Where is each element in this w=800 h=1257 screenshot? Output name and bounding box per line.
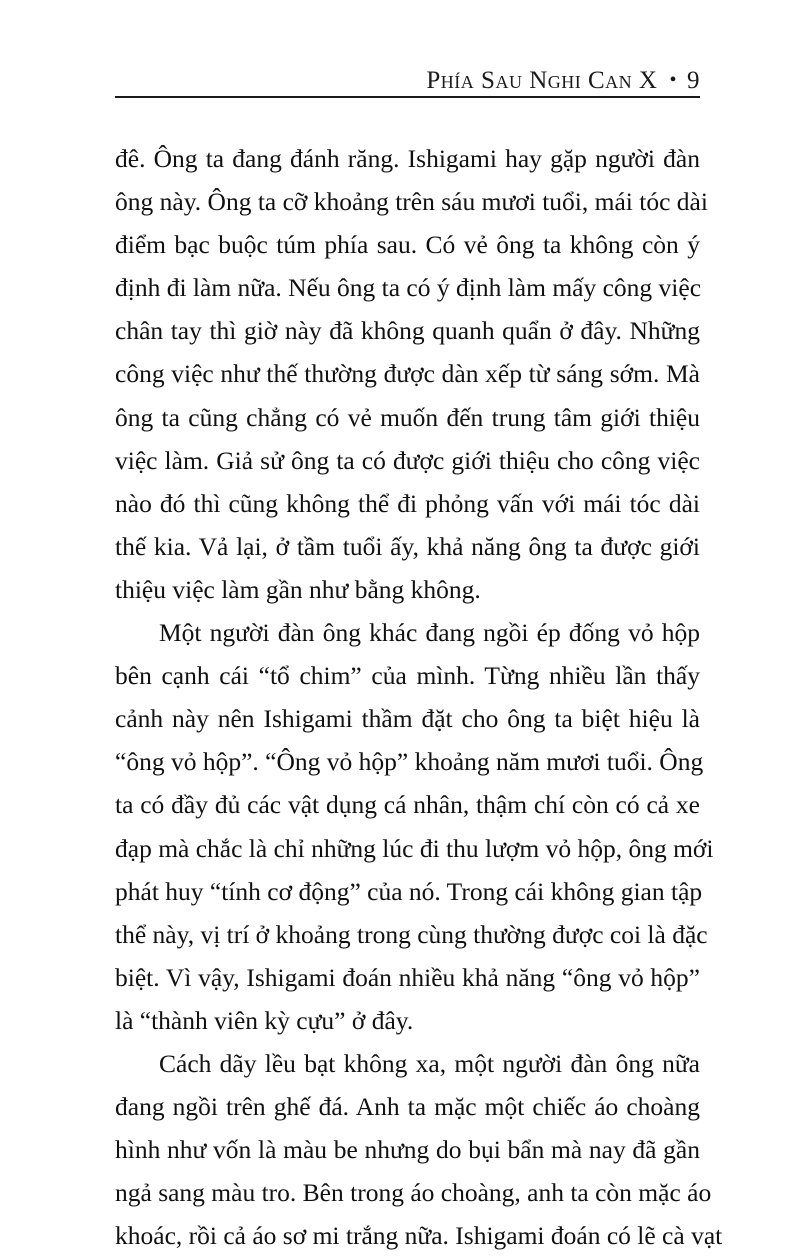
text-line: điểm bạc buộc túm phía sau. Có vẻ ông ta không còn ý <box>115 230 700 260</box>
text-line: nào đó thì cũng không thể đi phỏng vấn với mái tóc dài <box>115 488 700 518</box>
text-line: ông này. Ông ta cỡ khoảng trên sáu mươi tuổi, mái tóc dài <box>115 187 708 217</box>
book-title: Phía Sau Nghi Can X <box>426 67 658 94</box>
text-line: thể này, vị trí ở khoảng trong cùng thường được coi là đặc <box>115 919 708 949</box>
text-line: ta có đầy đủ các vật dụng cá nhân, thậm chí còn có cả xe <box>115 790 700 820</box>
text-line: ngả sang màu tro. Bên trong áo choàng, anh ta còn mặc áo <box>115 1178 712 1208</box>
text-line: ông ta cũng chẳng có vẻ muốn đến trung tâm giới thiệu <box>115 402 700 432</box>
text-line: bên cạnh cái “tổ chim” của mình. Từng nhiều lần thấy <box>115 661 700 691</box>
text-line: đang ngồi trên ghế đá. Anh ta mặc một chiếc áo choàng <box>115 1092 700 1122</box>
text-line: phát huy “tính cơ động” của nó. Trong cái không gian tập <box>115 876 703 906</box>
text-line: Một người đàn ông khác đang ngồi ép đống vỏ hộp <box>159 618 700 648</box>
body-text <box>115 137 723 1257</box>
paragraph <box>115 1042 723 1257</box>
text-line: công việc như thế thường được dàn xếp từ sáng sớm. Mà <box>115 359 700 389</box>
text-line: biệt. Vì vậy, Ishigami đoán nhiều khả năng “ông vỏ hộp” <box>115 962 700 992</box>
header-separator: • <box>669 69 677 91</box>
text-line: đạp mà chắc là chỉ những lúc đi thu lượm vỏ hộp, ông mới <box>115 833 714 863</box>
text-line: Cách dãy lều bạt không xa, một người đàn ông nữa <box>159 1048 700 1078</box>
text-line: cảnh này nên Ishigami thầm đặt cho ông ta biệt hiệu là <box>115 704 700 734</box>
page-number: 9 <box>687 67 700 94</box>
text-line: việc làm. Giả sử ông ta có được giới thiệu cho công việc <box>115 445 700 475</box>
text-line: “ông vỏ hộp”. “Ông vỏ hộp” khoảng năm mươi tuổi. Ông <box>115 747 704 777</box>
text-line: thiệu việc làm gần như bằng không. <box>115 574 481 604</box>
text-line: chân tay thì giờ này đã không quanh quẩn ở đây. Những <box>115 316 700 346</box>
text-line: khoác, rồi cả áo sơ mi trắng nữa. Ishigami đoán có lẽ cà vạt <box>115 1221 723 1251</box>
paragraph <box>115 611 714 1042</box>
text-line: hình như vốn là màu be nhưng do bụi bẩn mà nay đã gần <box>115 1135 700 1165</box>
text-line: là “thành viên kỳ cựu” ở đây. <box>115 1005 414 1035</box>
text-line: định đi làm nữa. Nếu ông ta có ý định làm mấy công việc <box>115 273 702 303</box>
text-line: thế kia. Vả lại, ở tầm tuổi ấy, khả năng ông ta được giới <box>115 531 700 561</box>
header-rule <box>115 96 700 98</box>
text-line: đê. Ông ta đang đánh răng. Ishigami hay gặp người đàn <box>115 144 700 173</box>
paragraph <box>115 137 708 611</box>
running-head <box>115 64 700 96</box>
